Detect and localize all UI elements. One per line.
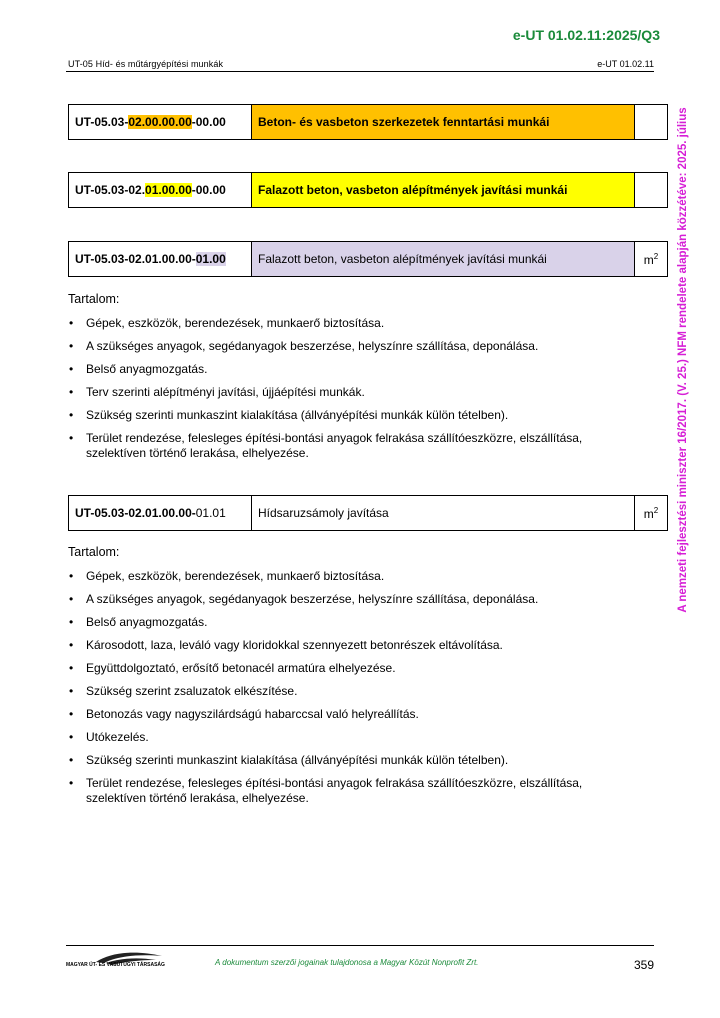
list-item: • Gépek, eszközök, berendezések, munkaerő biztosítása.: [68, 316, 628, 331]
item-table-3: [68, 241, 668, 277]
section-2-list: [68, 569, 628, 814]
running-header-code: e-UT 01.02.11: [597, 59, 654, 69]
running-header-title: UT-05 Híd- és műtárgyépítési munkák: [68, 59, 224, 69]
section-1-label: Tartalom:: [68, 292, 120, 306]
item-title: Hídsaruzsámoly javítása: [252, 496, 635, 531]
item-code: UT-05.03-02.01.00.00-01.00: [69, 242, 252, 277]
publication-note-text: A nemzeti fejlesztési miniszter 16/2017. (V. 25.) NFM rendelete alapján közzétéve: 2025. július: [677, 107, 689, 613]
list-item: • Szükség szerinti munkaszint kialakítása (állványépítési munkák külön tételben).: [68, 753, 628, 768]
item-unit: [635, 173, 668, 208]
item-unit: $m^2$: [635, 496, 668, 531]
list-item: • Terület rendezése, felesleges építési-bontási anyagok felrakása szállítóeszközre, elszállítása, szelektíven történő lerakása, elhelyezése.: [68, 431, 628, 461]
publication-note: [672, 90, 694, 630]
item-code: UT-05.03-02.01.00.00-00.00: [69, 173, 252, 208]
society-logo: [66, 950, 166, 972]
list-item: • Betonozás vagy nagyszilárdságú habarccsal való helyreállítás.: [68, 707, 628, 722]
list-item: • Károsodott, laza, leváló vagy kloridokkal szennyezett betonrészek eltávolítása.: [68, 638, 628, 653]
section-1-list: [68, 316, 628, 469]
item-code: UT-05.03-02.00.00.00-00.00: [69, 105, 252, 140]
copyright-note: A dokumentum szerzői jogainak tulajdonosa a Magyar Közút Nonprofit Zrt.: [215, 958, 479, 967]
item-table-4: [68, 495, 668, 531]
page-number: 359: [633, 958, 654, 972]
list-item: • Szükség szerint zsaluzatok elkészítése.: [68, 684, 628, 699]
document-code: e-UT 01.02.11:2025/Q3: [512, 27, 660, 43]
item-title: Beton- és vasbeton szerkezetek fenntartási munkái: [252, 105, 635, 140]
list-item: • A szükséges anyagok, segédanyagok beszerzése, helyszínre szállítása, deponálása.: [68, 339, 628, 354]
item-table-1: [68, 104, 668, 140]
item-unit: $m^2$: [635, 242, 668, 277]
item-title: Falazott beton, vasbeton alépítmények javítási munkái: [252, 173, 635, 208]
list-item: • Együttdolgoztató, erősítő betonacél armatúra elhelyezése.: [68, 661, 628, 676]
section-2-label: Tartalom:: [68, 545, 120, 559]
header-divider: [66, 71, 654, 72]
list-item: • Szükség szerinti munkaszint kialakítása (állványépítési munkák külön tételben).: [68, 408, 628, 423]
item-title: Falazott beton, vasbeton alépítmények javítási munkái: [252, 242, 635, 277]
list-item: • Terv szerinti alépítményi javítási, újjáépítési munkák.: [68, 385, 628, 400]
item-table-2: [68, 172, 668, 208]
item-code: UT-05.03-02.01.00.00-01.01: [69, 496, 252, 531]
list-item: • Belső anyagmozgatás.: [68, 615, 628, 630]
list-item: • Terület rendezése, felesleges építési-bontási anyagok felrakása szállítóeszközre, elszállítása, szelektíven történő lerakása, elhelyezése.: [68, 776, 628, 806]
list-item: • A szükséges anyagok, segédanyagok beszerzése, helyszínre szállítása, deponálása.: [68, 592, 628, 607]
list-item: • Gépek, eszközök, berendezések, munkaerő biztosítása.: [68, 569, 628, 584]
list-item: • Belső anyagmozgatás.: [68, 362, 628, 377]
society-logo-text: MAGYAR ÚT- ÉS VASÚTÜGYI TÁRSASÁG: [66, 962, 165, 968]
list-item: • Utókezelés.: [68, 730, 628, 745]
item-unit: [635, 105, 668, 140]
footer-divider: [66, 945, 654, 946]
